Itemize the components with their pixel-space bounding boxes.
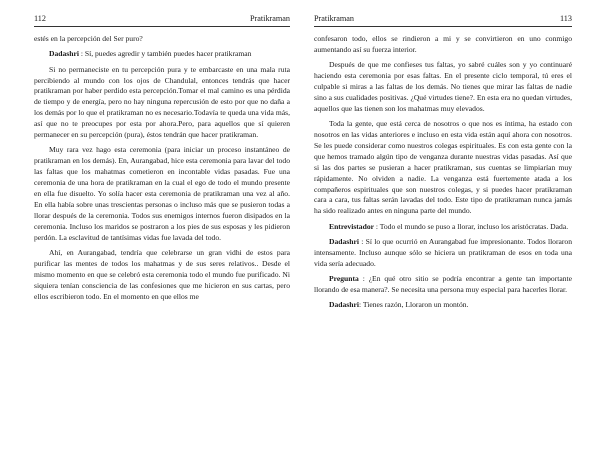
right-running-head <box>314 14 572 27</box>
dialogue-paragraph: Dadashri : Sí lo que ocurrió en Aurangabad fue impresionante. Todos lloraron intensamente. Incluso aunque sólo se hiciera un pratikraman de esos en toda una vida sería adecuado. <box>314 236 572 268</box>
paragraph: Después de que me confieses tus faltas, yo sabré cuáles son y yo continuaré haciendo esta ceremonia por esas faltas. En el presente ciclo temporal, tú eres el culpable si miras a las faltas de los demás. No tienes que mirar las faltas de nadie sino a sus cualidades positivas. ¿Qué virtudes tiene?. En esta era no quedan virtudes, aquellos que las tienen son los mahatmas muy elevados. <box>314 60 572 113</box>
paragraph: Toda la gente, que está cerca de nosotros o que nos es íntima, ha estado con nosotros en las vidas anteriores e incluso en esta vida están aquí ahora con nosotros. Se les puede considerar como nuestros colegas espirituales. Es con esta gente con la que hemos tramado algún tipo de venganza durante nuestras vidas pasadas. Así que si las dos partes se pusieran a hacer pratikraman, sus cuentas se limpiarían muy rápidamente. No olviden a nadie. La venganza está fuertemente atada a los compañeros espirituales que son nuestros colegas, y si puedes hacer pratikraman cara a cara, tus faltas serán lavadas del todo. Este tipo de pratikraman nunca jamás ha sido realizado antes en ninguna parte del mundo. <box>314 119 572 216</box>
right-page-number: 113 <box>560 14 572 23</box>
dialogue-paragraph: Pregunta : ¿En qué otro sitio se podría encontrar a gente tan importante llorando de esa manera?. Se necesita una persona muy especial para hacerles llorar. <box>314 274 572 294</box>
dialogue-paragraph: Entrevistador : Todo el mundo se puso a llorar, incluso los aristócratas. Dada. <box>329 221 569 231</box>
left-running-head <box>34 14 290 27</box>
speaker-label: Dadashri <box>329 300 359 310</box>
speaker-label: Pregunta <box>329 274 359 284</box>
right-page <box>300 0 600 463</box>
paragraph: estés en la percepción del Ser puro? <box>34 34 143 43</box>
paragraph: Muy rara vez hago esta ceremonia (para iniciar un proceso instantáneo de pratikraman en los demás). En, Aurangabad, hice esta ceremonia para lavar del todo las faltas que los mahatmas cometieron en incontable vidas pasadas. Fue una ceremonia de una hora de pratikraman en la cual el ego de todo el mundo presente en ella fue disuelto. Yo solía hacer esta ceremonia de pratikraman una vez al año. En ella había sobre unas trescientas personas o incluso más que se pusieron todas a llorar después de la ceremonia. Todos sus enemigos internos fueron disipados en la ceremonia. Incluso los maridos se postraron a los pies de sus esposas y les pidieron perdón. La esclavitud de tantísimas vidas fue lavada del todo. <box>34 145 290 242</box>
dialogue-paragraph: Dadashri : Sí, puedes agredir y también puedes hacer pratikraman <box>49 49 252 59</box>
speaker-label: Dadashri <box>49 49 79 59</box>
paragraph: Si no permaneciste en tu percepción pura y te embarcaste en una mala ruta percibiendo al mundo con los ojos de Chandulal, entonces tendrás que hacer pratikraman por haber perdido esta percepción.Tomar el mal camino es una pérdida de tiempo y de energía, pero no hay ninguna repercusión de esto por que no daña a los demás por lo que el pratikraman no es necesario.Todavía te queda una vida más, así que no te preocupes por esta por ahora.Pero, para aquellos que sí quieren permanecer en su percepción (pura), éstos tendrán que hacer pratikraman. <box>34 64 290 140</box>
right-page-body <box>314 34 572 311</box>
left-page-number: 112 <box>34 14 46 23</box>
speaker-label: Dadashri <box>329 236 359 246</box>
dialogue-paragraph: Dadashri: Tienes razón, Lloraron un montón. <box>329 300 469 310</box>
speaker-label: Entrevistador <box>329 221 374 231</box>
left-page-body <box>34 34 290 302</box>
paragraph: confesaron todo, ellos se rindieron a mi y se convirtieron en uno conmigo aumentando así su fuerza interior. <box>314 34 572 54</box>
paragraph: Ahí, en Aurangabad, tendría que celebrarse un gran vidhi de estos para purificar las mentes de todos los mahatmas y de sus seres relativos.. Desde el mismo momento en que se celebró esta ceremonia todo el mundo fue purificado. Ni siquiera tenían consciencia de las confesiones que me hicieron en sus cartas, pero ellos escribieron todo. En el momento en que ellos me <box>34 247 290 301</box>
left-running-title: Pratikraman <box>249 14 290 23</box>
right-running-title: Pratikraman <box>314 14 355 23</box>
